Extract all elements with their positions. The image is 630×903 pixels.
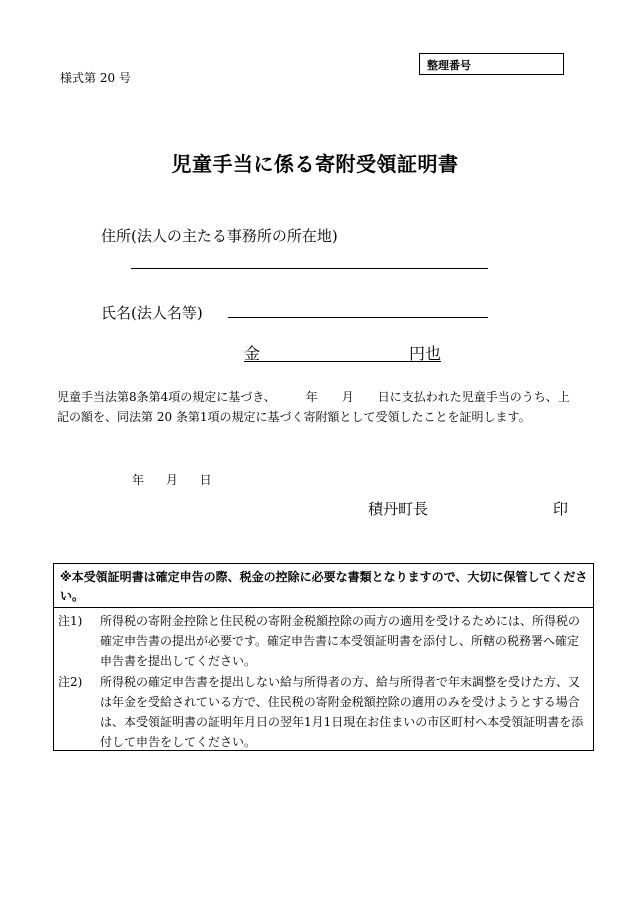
amount-kin-label: 金 <box>244 344 261 363</box>
note-text: 所得税の寄附金控除と住民税の寄附金税額控除の両方の適用を受けるためには、所得税の確定申告書の提出が必要です。確定申告書に本受領証明書を添付し、所轄の税務署へ確定申告書を提出してください。 <box>100 614 581 668</box>
warning-text: ※本受領証明書は確定申告の際、税金の控除に必要な書類となりますので、大切に保管してください。 <box>60 570 588 603</box>
note-text: 所得税の確定申告書を提出しない給与所得者の方、給与所得者で年末調整を受けた方、又は年金を受給されている方で、住民税の寄附金税額控除の適用のみを受けようとする場合は、本受領証明書の証明年月日の翌年1月1日現在お住まいの市区町村へ本受領証明書を添付して申告をしてください。 <box>100 675 584 749</box>
name-label: 氏名(法人名等) <box>101 304 203 322</box>
note-item <box>58 611 588 671</box>
document-title: 児童手当に係る寄附受領証明書 <box>171 152 459 176</box>
seiri-number-box[interactable] <box>419 53 564 75</box>
name-field-line[interactable] <box>228 317 488 318</box>
note-item <box>58 672 588 752</box>
note-mark: 注1) <box>58 614 83 628</box>
seal-mark: 印 <box>553 500 569 518</box>
address-field-line[interactable] <box>131 268 488 269</box>
issuer-mayor: 積丹町長 <box>368 500 429 518</box>
address-label: 住所(法人の主たる事務所の所在地) <box>101 227 338 245</box>
note-mark: 注2) <box>58 675 83 689</box>
certification-text: 児童手当法第8条第4項の規定に基づき、 年 月 日に支払われた児童手当のうち、上記の額を、同法第 20 条第1項の規定に基づく寄附額として受領したことを証明します。 <box>57 390 570 424</box>
notes-divider <box>54 607 593 608</box>
certification-date: 年 月 日 <box>132 473 212 487</box>
seiri-number-label: 整理番号 <box>427 59 471 72</box>
amount-field[interactable] <box>244 341 441 362</box>
amount-enya-label: 円也 <box>408 344 441 363</box>
form-number: 様式第 20 号 <box>60 71 131 85</box>
notes-box <box>53 563 594 751</box>
